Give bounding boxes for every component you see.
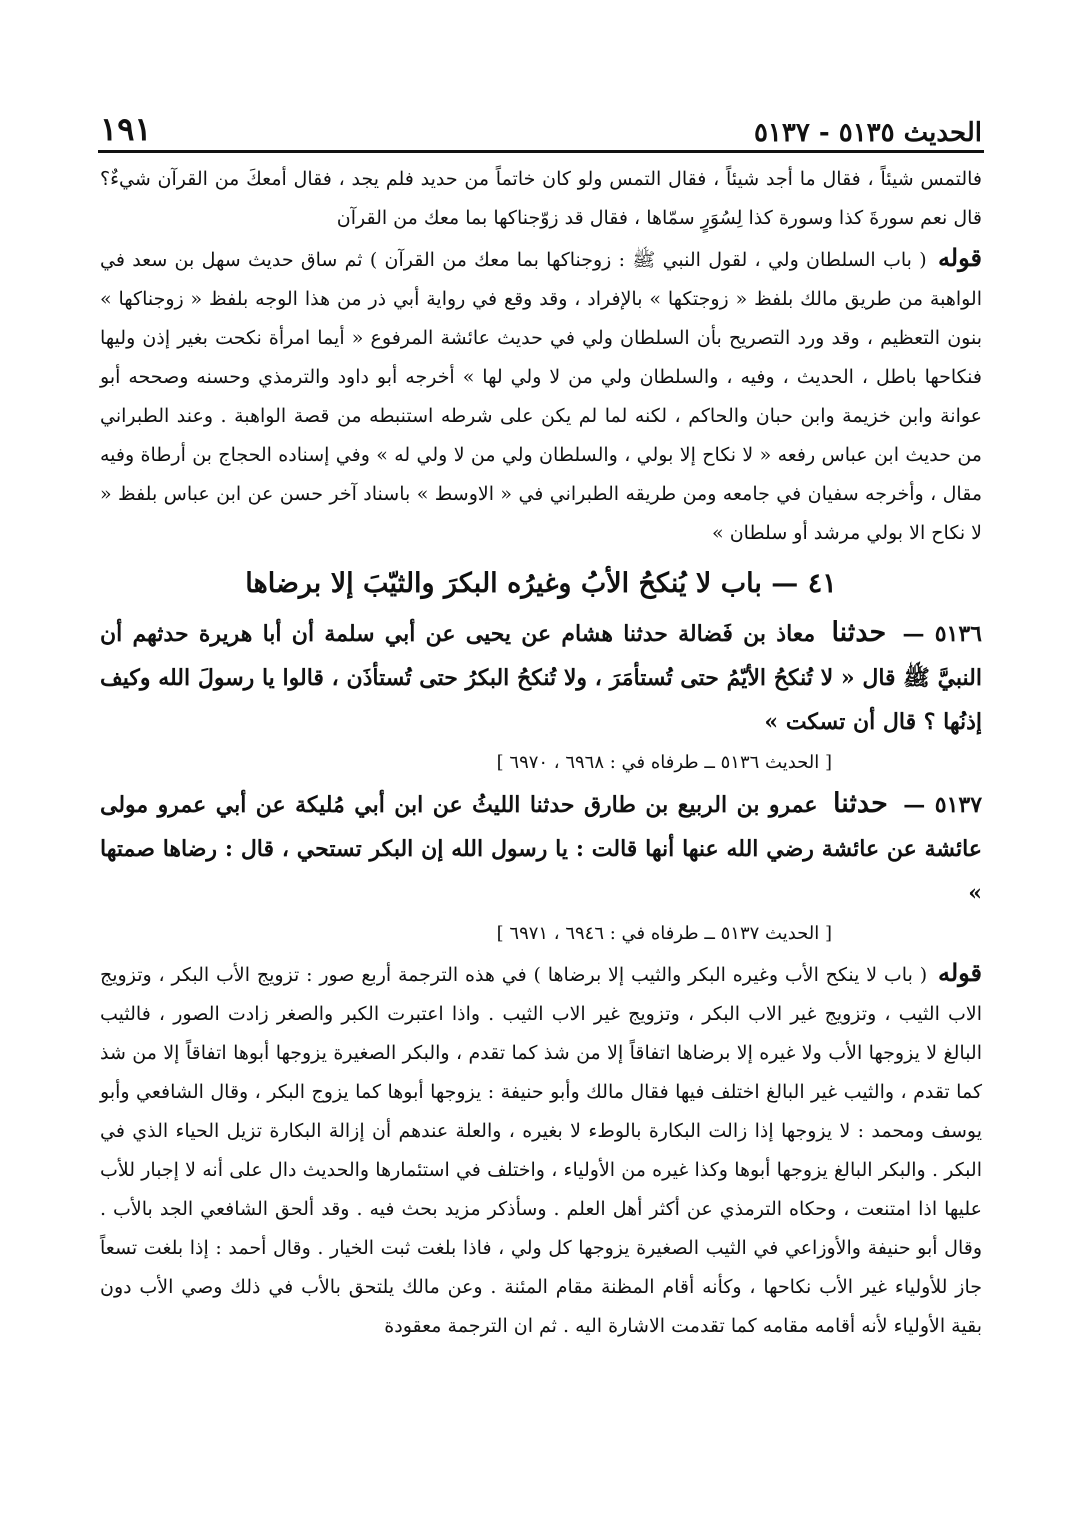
hadith-text: معاذ بن فَضالة حدثنا هشام عن يحيى عن أبي سلمة أن أبا هريرة حدثهم أن النبيَّ ﷺ قال « لا تُنكحُ الأيّمُ حتى تُستأمَرَ ، ولا تُنكحُ البكرُ حتى تُستأذَن ، قالوا يا رسولَ الله وكيف إذنُها ؟ قال أن تسكت »	[100, 621, 982, 735]
running-head: الحديث ٥١٣٥ - ٥١٣٧	[753, 118, 982, 148]
qawluhu-marker: قوله	[937, 243, 982, 272]
haddathana-marker: حدثنا	[831, 617, 887, 648]
page-number: ١٩١	[100, 110, 152, 148]
commentary-text: ( باب لا ينكح الأب وغيره البكر والثيب إلا برضاها ) في هذه الترجمة أربع صور : تزويج الأب البكر ، وتزويج الاب الثيب ، وتزويج غير الاب البكر ، وتزويج غير الاب الثيب . واذا اعتبرت الكبر والصغر زادت الصور ، فالثيب البالغ لا يزوجها الأب ولا غيره إلا برضاها اتفاقاً إلا من شذ كما تقدم ، والبكر الصغيرة يزوجها أبوها اتفاقاً إلا من شذ كما تقدم ، والثيب غير البالغ اختلف فيها فقال مالك وأبو حنيفة : يزوجها أبوها كما يزوج البكر ، وقال الشافعي وأبو يوسف ومحمد : لا يزوجها إذا زالت البكارة بالوطء لا بغيره ، والعلة عندهم أن إزالة البكارة تزيل الحياء الذي في البكر . والبكر البالغ يزوجها أبوها وكذا غيره من الأولياء ، واختلف في استئمارها والحديث دال على أنه لا إجبار للأب عليها اذا امتنعت ، وحكاه الترمذي عن أكثر أهل العلم . وسأذكر مزيد بحث فيه . وقد ألحق الشافعي الجد بالأب . وقال أبو حنيفة والأوزاعي في الثيب الصغيرة يزوجها كل ولي ، فاذا بلغت ثبت الخيار . وقال أحمد : إذا بلغت تسعاً جاز للأولياء غير الأب نكاحها ، وكأنه أقام المظنة مقام المئنة . وعن مالك يلتحق بالأب في ذلك وصي الأب دون بقية الأولياء لأنه أقامه مقامه كما تقدمت الاشارة اليه . ثم ان الترجمة معقودة	[100, 964, 983, 1337]
qawluhu-marker: قوله	[937, 958, 983, 987]
commentary-text: ( باب السلطان ولي ، لقول النبي ﷺ : زوجناكها بما معك من القرآن ) ثم ساق حديث سهل بن سعد في الواهبة من طريق مالك بلفظ « زوجتكها » بالإفراد ، وقد وقع في رواية أبي ذر من هذا الوجه بلفظ « زوجناكها » بنون التعظيم ، وقد ورد التصريح بأن السلطان ولي في حديث عائشة المرفوع « أيما امرأة نكحت بغير إذن وليها فنكاحها باطل ، الحديث ، وفيه ، والسلطان ولي من لا ولي لها » أخرجه أبو داود والترمذي وحسنه وصححه أبو عوانة وابن خزيمة وابن حبان والحاكم ، لكنه لما لم يكن على شرطه استنبطه من قصة الواهبة . وعند الطبراني من حديث ابن عباس رفعه « لا نكاح إلا بولي ، والسلطان ولي من لا ولي له » وفي إسناده الحجاج بن أرطاة وفيه مقال ، وأخرجه سفيان في جامعه ومن طريقه الطبراني في « الاوسط » باسناد آخر حسن عن ابن عباس بلفظ « لا نكاح الا بولي مرشد أو سلطان »	[100, 249, 982, 544]
header-rule	[98, 150, 984, 153]
page-header	[100, 100, 982, 148]
cross-reference-note: [ الحديث ٥١٣٦ ــ طرفاه في : ٦٩٦٨ ، ٦٩٧٠ ]	[496, 752, 832, 773]
hadith-number: ٥١٣٧ —	[903, 792, 983, 818]
page-body	[100, 160, 982, 1346]
hadith-text: عمرو بن الربيع بن طارق حدثنا الليثُ عن ابن أبي مُليكة عن أبي عمرو مولى عائشة عن عائشة رضي الله عنها أنها قالت : يا رسول الله إن البكر تستحي ، قال : رضاها صمتها »	[100, 792, 982, 906]
hadith-5136	[100, 611, 982, 744]
cross-reference-note: [ الحديث ٥١٣٧ ــ طرفاه في : ٦٩٤٦ ، ٦٩٧١ ]	[496, 923, 832, 944]
commentary-text: فالتمس شيئاً ، فقال ما أجد شيئاً ، فقال التمس ولو كان خاتماً من حديد فلم يجد ، فقال أمعكَ من القرآن شيءٌ؟ قال نعم سورةَ كذا وسورة كذا لِسُوَرٍ سمّاها ، فقال قد زوّجناكها بما معك من القرآن	[100, 168, 982, 229]
commentary-paragraph-2	[100, 238, 982, 553]
hadith-number: ٥١٣٦ —	[902, 621, 982, 647]
chapter-heading: ٤١ — باب لا يُنكحُ الأبُ وغيرُه البكرَ والثيّبَ إلا برضاها	[245, 568, 837, 599]
commentary-paragraph-3	[100, 953, 982, 1346]
commentary-paragraph-1	[100, 160, 982, 238]
haddathana-marker: حدثنا	[833, 788, 888, 819]
hadith-5137	[100, 782, 982, 915]
